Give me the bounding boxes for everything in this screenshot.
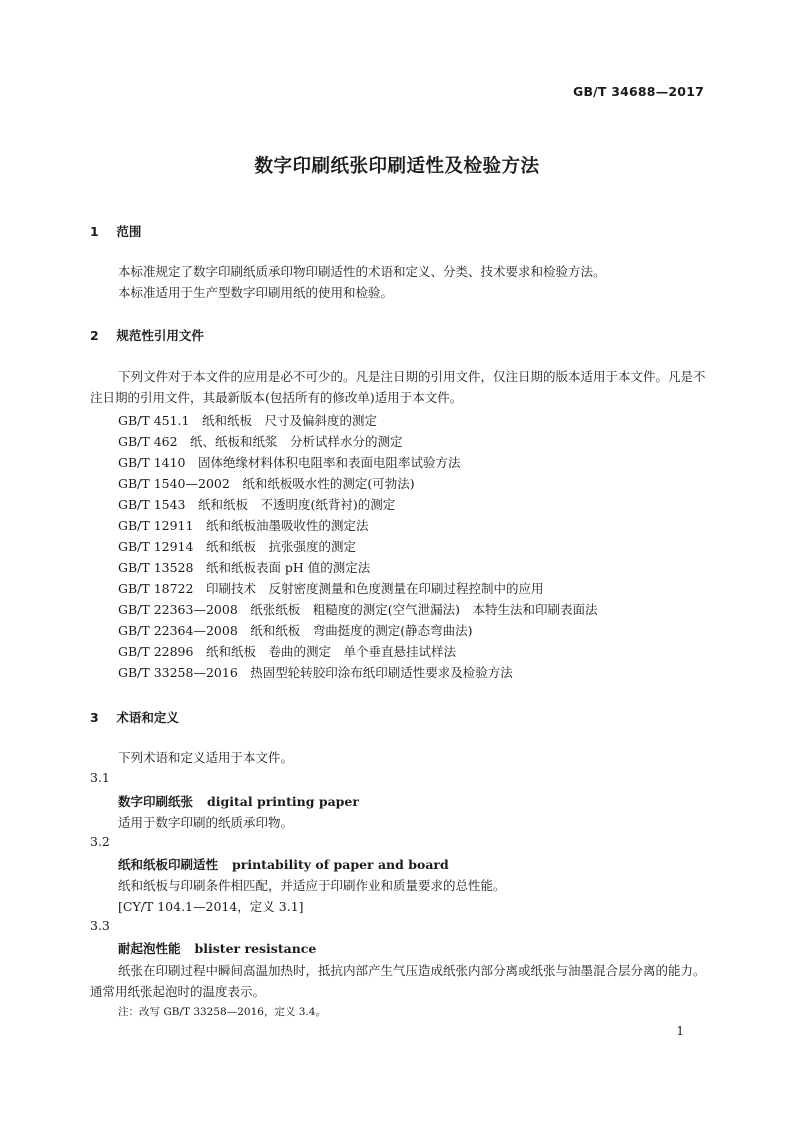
- term-heading: [118, 792, 359, 810]
- reference-item: GB/T 451.1 纸和纸板 尺寸及偏斜度的测定: [118, 413, 377, 428]
- term-definition: 纸和纸板与印刷条件相匹配，并适应于印刷作业和质量要求的总性能。: [118, 878, 506, 893]
- term-number: 3.1: [90, 770, 110, 785]
- section-number: 3: [90, 710, 99, 725]
- section-2-heading: [90, 326, 204, 344]
- term-definition: 适用于数字印刷的纸质承印物。: [118, 815, 294, 830]
- term-en: blister resistance: [194, 941, 317, 956]
- reference-item: GB/T 22364—2008 纸和纸板 弯曲挺度的测定(静态弯曲法): [118, 623, 473, 638]
- term-zh: 纸和纸板印刷适性: [118, 857, 219, 872]
- term-en: digital printing paper: [207, 794, 359, 809]
- page-number: 1: [676, 1024, 684, 1038]
- section-title: 术语和定义: [116, 710, 179, 725]
- reference-item: GB/T 462 纸、纸板和纸浆 分析试样水分的测定: [118, 434, 403, 449]
- reference-item: GB/T 22896 纸和纸板 卷曲的测定 单个垂直悬挂试样法: [118, 644, 456, 659]
- reference-item: GB/T 18722 印刷技术 反射密度测量和色度测量在印刷过程控制中的应用: [118, 581, 544, 596]
- reference-item: GB/T 33258—2016 热固型轮转胶印涂布纸印刷适性要求及检验方法: [118, 665, 513, 680]
- scope-paragraph-2: 本标准适用于生产型数字印刷用纸的使用和检验。: [118, 285, 394, 300]
- term-number: 3.2: [90, 834, 110, 849]
- term-heading: [118, 855, 449, 873]
- terms-intro: 下列术语和定义适用于本文件。: [118, 750, 294, 765]
- term-number: 3.3: [90, 918, 110, 933]
- reference-item: GB/T 1540—2002 纸和纸板吸水性的测定(可勃法): [118, 476, 415, 491]
- reference-item: GB/T 12911 纸和纸板油墨吸收性的测定法: [118, 518, 369, 533]
- term-definition: 纸张在印刷过程中瞬间高温加热时，抵抗内部产生气压造成纸张内部分离或纸张与油墨混合层分离的能力。通常用纸张起泡时的温度表示。: [90, 963, 706, 999]
- standard-code: GB/T 34688—2017: [572, 84, 704, 99]
- reference-item: GB/T 1543 纸和纸板 不透明度(纸背衬)的测定: [118, 497, 396, 512]
- reference-item: GB/T 12914 纸和纸板 抗张强度的测定: [118, 539, 356, 554]
- term-zh: 数字印刷纸张: [118, 794, 194, 809]
- section-1-heading: [90, 222, 141, 240]
- section-number: 2: [90, 328, 99, 343]
- reference-item: GB/T 1410 固体绝缘材料体积电阻率和表面电阻率试验方法: [118, 455, 461, 470]
- scope-paragraph-1: 本标准规定了数字印刷纸质承印物印刷适性的术语和定义、分类、技术要求和检验方法。: [118, 264, 606, 279]
- section-3-heading: [90, 708, 179, 726]
- section-number: 1: [90, 224, 99, 239]
- term-zh: 耐起泡性能: [118, 941, 181, 956]
- section-title: 规范性引用文件: [116, 328, 204, 343]
- section-title: 范围: [116, 224, 142, 239]
- term-note: 注：改写 GB/T 33258—2016，定义 3.4。: [118, 1006, 326, 1018]
- term-source: [CY/T 104.1—2014，定义 3.1]: [118, 899, 304, 914]
- term-en: printability of paper and board: [232, 857, 449, 872]
- references-intro: 下列文件对于本文件的应用是必不可少的。凡是注日期的引用文件，仅注日期的版本适用于本文件。凡是不注日期的引用文件，其最新版本(包括所有的修改单)适用于本文件。: [90, 369, 706, 405]
- term-heading: [118, 939, 316, 957]
- reference-item: GB/T 22363—2008 纸张纸板 粗糙度的测定(空气泄漏法) 本特生法和印刷表面法: [118, 602, 598, 617]
- document-title: 数字印刷纸张印刷适性及检验方法: [254, 156, 540, 177]
- reference-item: GB/T 13528 纸和纸板表面 pH 值的测定法: [118, 560, 371, 575]
